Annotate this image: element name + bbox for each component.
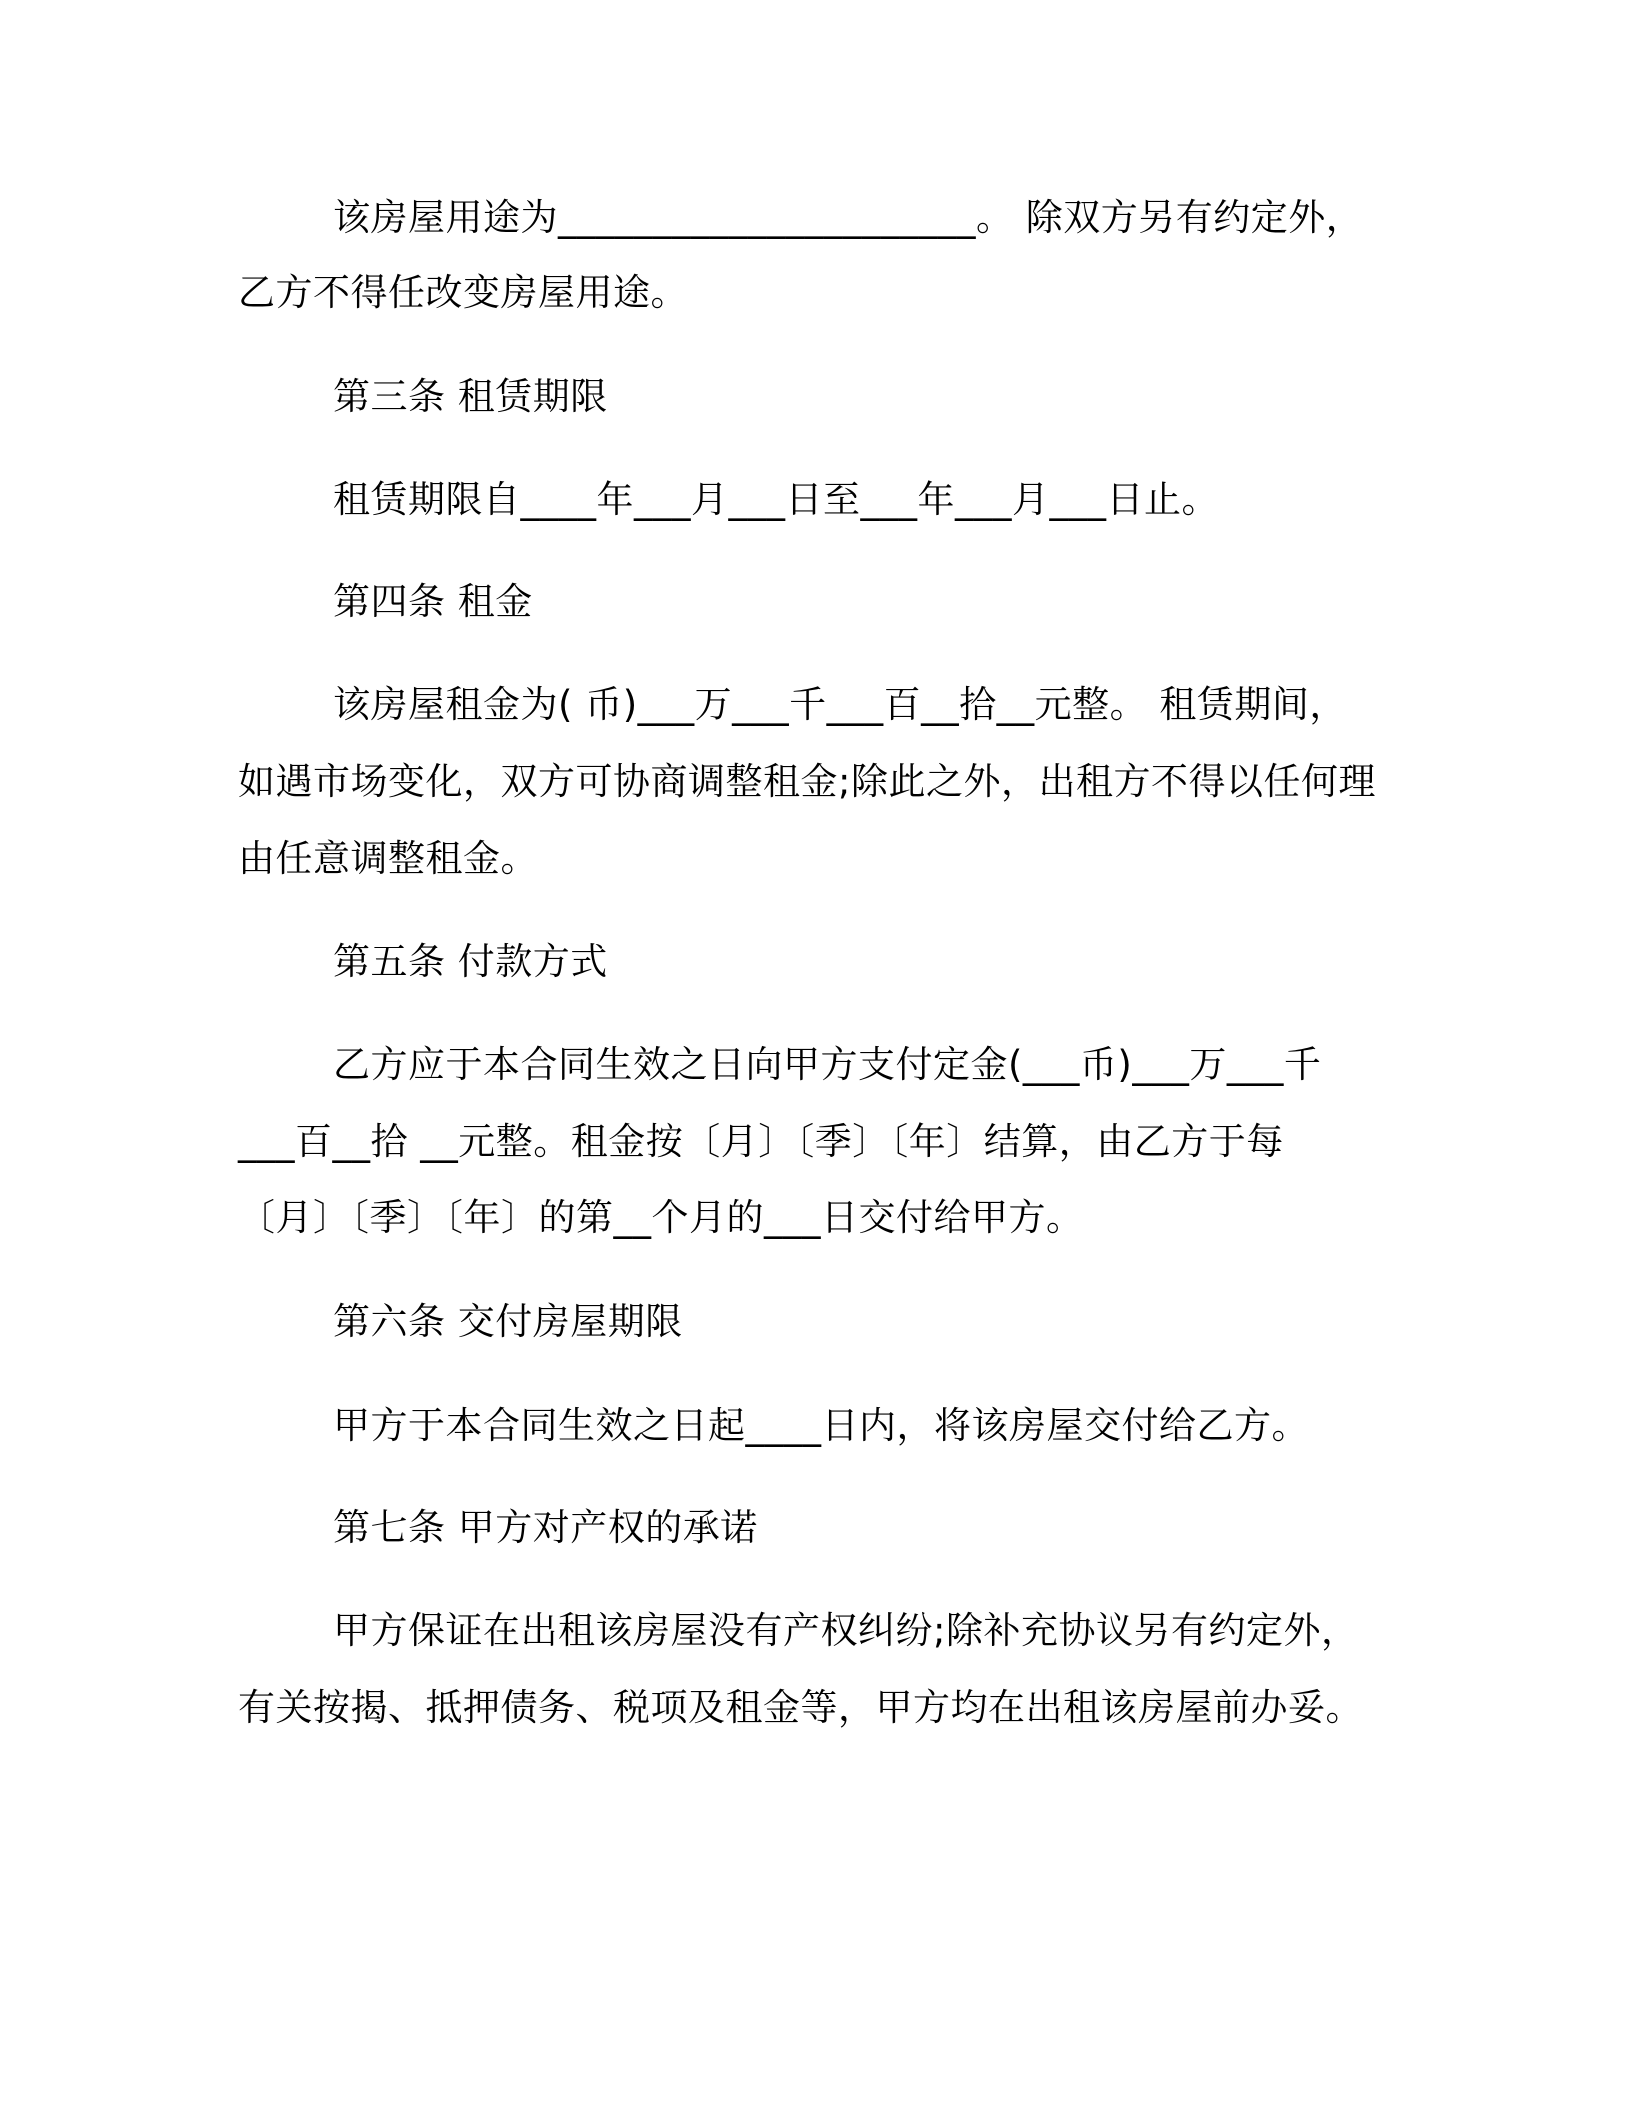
paragraph-usage-line-2: 乙方不得任改变房屋用途。 (238, 271, 688, 314)
heading-article-5: 第五条 付款方式 (333, 940, 608, 983)
paragraph-title-promise-line-2: 有关按揭、抵押债务、税项及租金等，甲方均在出租该房屋前办妥。 (238, 1686, 1363, 1729)
paragraph-title-promise-line-1: 甲方保证在出租该房屋没有产权纠纷;除补充协议另有约定外， (333, 1609, 1359, 1652)
paragraph-payment-line-2: ___百__拾 __元整。租金按〔月〕〔季〕〔年〕结算，由乙方于每 (238, 1120, 1284, 1163)
paragraph-usage-line-1: 该房屋用途为______________________。 除双方另有约定外， (333, 196, 1364, 239)
paragraph-rent-line-3: 由任意调整租金。 (238, 837, 538, 880)
heading-article-6: 第六条 交付房屋期限 (333, 1300, 683, 1343)
paragraph-rent-line-2: 如遇市场变化，双方可协商调整租金;除此之外，出租方不得以任何理 (238, 760, 1376, 803)
paragraph-lease-term: 租赁期限自____年___月___日至___年___月___日止。 (333, 478, 1219, 521)
heading-article-3: 第三条 租赁期限 (333, 375, 608, 418)
heading-article-4: 第四条 租金 (333, 580, 533, 623)
heading-article-7: 第七条 甲方对产权的承诺 (333, 1506, 758, 1549)
paragraph-rent-line-1: 该房屋租金为( 币)___万___千___百__拾__元整。 租赁期间， (333, 683, 1347, 726)
paragraph-payment-line-1: 乙方应于本合同生效之日向甲方支付定金(___币)___万___千 (333, 1043, 1322, 1086)
paragraph-delivery: 甲方于本合同生效之日起____日内，将该房屋交付给乙方。 (333, 1404, 1309, 1447)
paragraph-payment-line-3: 〔月〕〔季〕〔年〕的第__个月的___日交付给甲方。 (238, 1196, 1084, 1239)
